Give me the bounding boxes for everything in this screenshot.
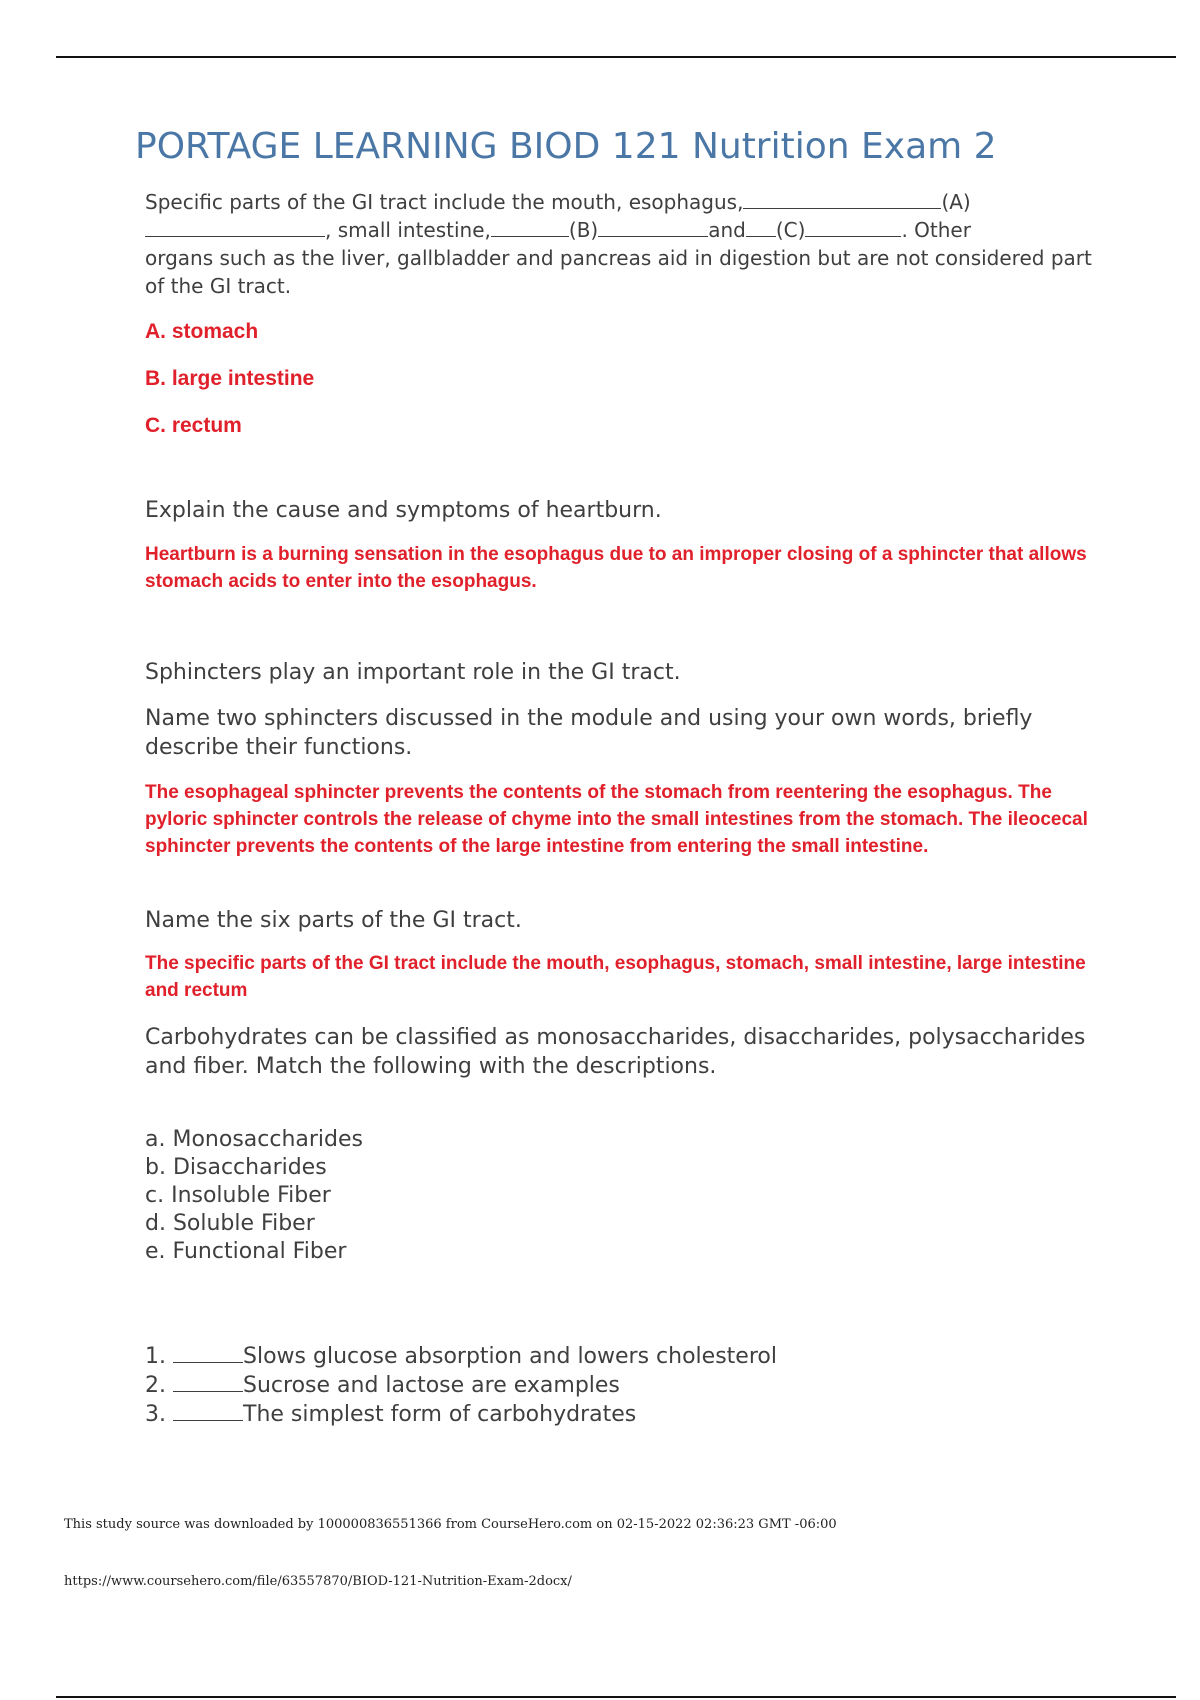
match-blank (173, 1342, 243, 1363)
matching-list (145, 1342, 777, 1429)
match-text: Sucrose and lactose are examples (243, 1373, 620, 1398)
blank-c (805, 216, 901, 237)
list-item: e. Functional Fiber (145, 1239, 347, 1264)
q1-and: and (708, 218, 746, 242)
footer-source: This study source was downloaded by 100000836551366 from CourseHero.com on 02-15-2022 02:36:23 GMT -06:00 (64, 1517, 837, 1532)
match-number: 2. (145, 1373, 166, 1398)
q1-text-4: organs such as the liver, gallbladder and pancreas aid in digestion but are not considered part of the GI tract. (145, 246, 1092, 298)
blank-a-cont (145, 216, 325, 237)
match-number: 1. (145, 1344, 166, 1369)
match-text: Slows glucose absorption and lowers cholesterol (243, 1344, 777, 1369)
bottom-rule (56, 1696, 1176, 1698)
question-4: Name the six parts of the GI tract. (145, 908, 522, 933)
footer-url[interactable]: https://www.coursehero.com/file/63557870/BIOD-121-Nutrition-Exam-2docx/ (64, 1574, 572, 1589)
question-1 (145, 188, 1105, 300)
question-5: Carbohydrates can be classified as monosaccharides, disaccharides, polysaccharides and fiber. Match the following with the descriptions. (145, 1025, 1086, 1079)
question-3-intro: Sphincters play an important role in the GI tract. (145, 660, 681, 685)
q1-text-3: . Other (901, 218, 971, 242)
match-blank (173, 1371, 243, 1392)
q1-mark-b: (B) (568, 218, 599, 242)
carbohydrate-options (145, 1126, 363, 1266)
question-3: Name two sphincters discussed in the module and using your own words, briefly describe their functions. (145, 706, 1033, 760)
match-text: The simplest form of carbohydrates (243, 1402, 637, 1427)
q1-text-1: Specific parts of the GI tract include the mouth, esophagus, (145, 190, 744, 214)
q1-mark-a: (A) (941, 190, 971, 214)
page-title: PORTAGE LEARNING BIOD 121 Nutrition Exam 2 (135, 126, 997, 167)
list-item: d. Soluble Fiber (145, 1211, 315, 1236)
top-rule (56, 56, 1176, 58)
match-number: 3. (145, 1402, 166, 1427)
list-item: a. Monosaccharides (145, 1127, 363, 1152)
q1-text-2: , small intestine, (325, 218, 491, 242)
answer-b: B. large intestine (145, 367, 315, 390)
list-item (145, 1342, 777, 1371)
answer-c: C. rectum (145, 414, 242, 437)
blank-b-pre (491, 216, 569, 237)
list-item: b. Disaccharides (145, 1155, 327, 1180)
list-item (145, 1400, 777, 1429)
match-blank (173, 1400, 243, 1421)
blank-a (743, 188, 941, 209)
answer-4: The specific parts of the GI tract include the mouth, esophagus, stomach, small intestine, large intestine and rectum (145, 953, 1086, 1001)
q1-mark-c: (C) (775, 218, 806, 242)
answer-2: Heartburn is a burning sensation in the esophagus due to an improper closing of a sphincter that allows stomach acids to enter into the esophagus. (145, 544, 1087, 592)
list-item (145, 1371, 777, 1400)
blank-b (598, 216, 708, 237)
question-2: Explain the cause and symptoms of heartburn. (145, 498, 662, 523)
answer-3: The esophageal sphincter prevents the contents of the stomach from reentering the esophagus. The pyloric sphincter controls the release of chyme into the small intestines from the stomach. The ileocecal sphincter prevents the contents of the large intestine from entering the small intestine. (145, 782, 1088, 857)
answer-a: A. stomach (145, 320, 259, 343)
list-item: c. Insoluble Fiber (145, 1183, 331, 1208)
blank-c-pre (746, 216, 776, 237)
